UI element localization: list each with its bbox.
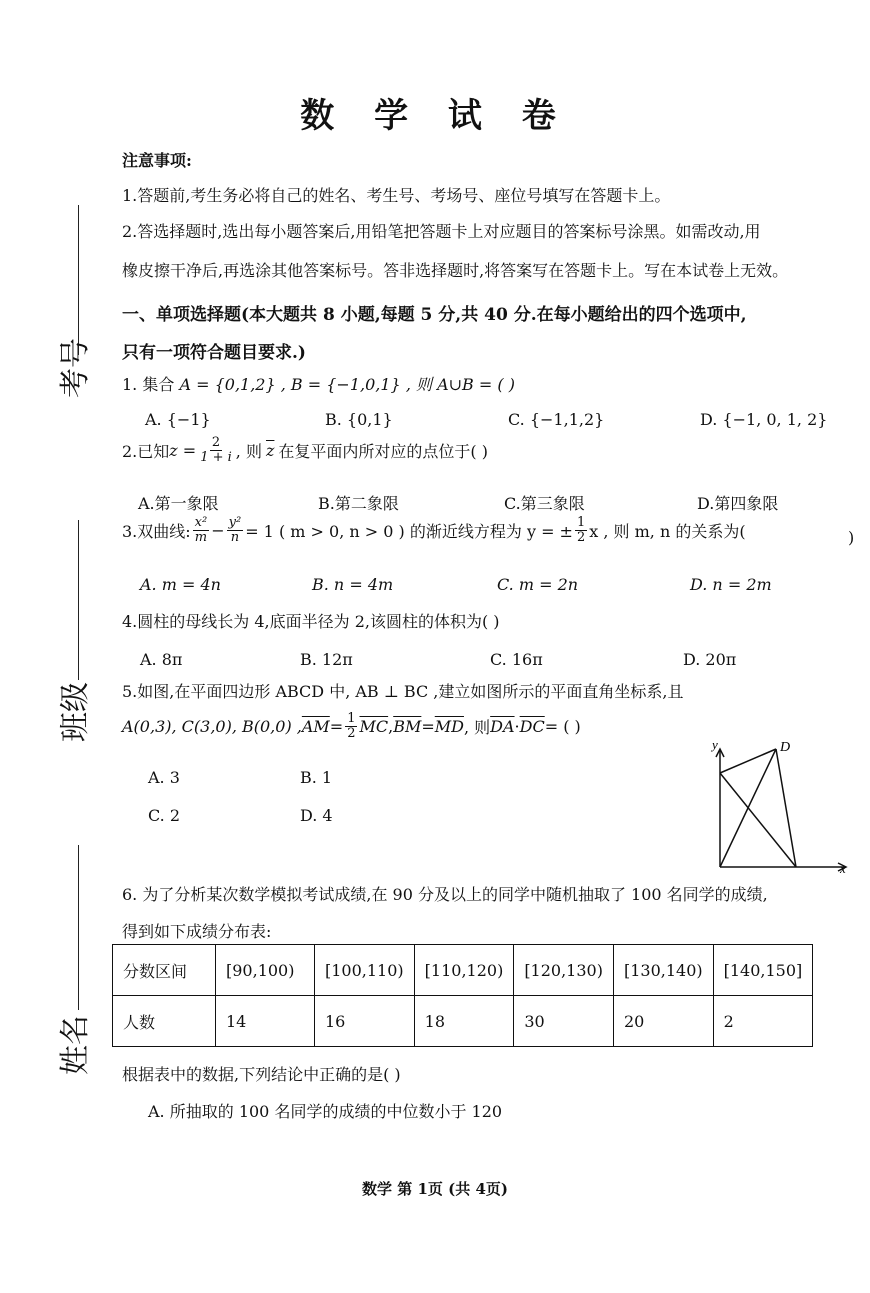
exam-no-line xyxy=(78,205,79,355)
question-5-vec-mc: $\overline{MC}$ xyxy=(359,717,389,736)
question-3-option-b: B. n = 4m xyxy=(312,575,394,594)
question-5-vec-bm: $\overline{BM}$ xyxy=(393,717,422,736)
question-1-stem xyxy=(122,372,515,395)
question-5-option-d: D. 4 xyxy=(300,806,333,825)
question-6-option-a: A. 所抽取的 100 名同学的成绩的中位数小于 120 xyxy=(148,1102,503,1121)
question-2-mid: , 则 xyxy=(235,442,262,461)
table-row xyxy=(113,996,813,1047)
question-2-numerator: 2 xyxy=(211,435,221,450)
table-cell: 16 xyxy=(315,996,415,1047)
question-5-coords: A(0,3), C(3,0), B(0,0) , xyxy=(122,717,302,736)
question-3-n: n xyxy=(230,530,240,545)
question-1-option-d: D. {−1, 0, 1, 2} xyxy=(700,410,828,429)
question-4-option-c: C. 16π xyxy=(490,650,543,669)
figure-segment-bd xyxy=(720,749,776,867)
notice-heading: 注意事项: xyxy=(122,151,192,170)
class-label: 班级 xyxy=(58,682,93,742)
name-label: 姓名 xyxy=(58,1015,93,1075)
score-distribution-table xyxy=(112,944,813,1047)
question-2-denominator: 1 + i xyxy=(200,450,232,465)
question-3-y2: y² xyxy=(228,515,242,530)
table-cell: 30 xyxy=(514,996,614,1047)
question-3-post: x , 则 m, n 的关系为( xyxy=(589,522,746,541)
figure-segment-dc xyxy=(776,749,796,867)
question-5-frac-num: 1 xyxy=(347,711,356,726)
question-2-post: 在复平面内所对应的点位于( ) xyxy=(278,442,488,461)
figure-label-x: x xyxy=(840,861,846,876)
notice-item-1: 1.答题前,考生务必将自己的姓名、考生号、考场号、座位号填写在答题卡上。 xyxy=(122,186,671,205)
question-2-number: 2.已知 xyxy=(122,442,170,461)
class-line xyxy=(78,520,79,680)
figure-label-y: y xyxy=(712,737,718,752)
question-3-fraction-half xyxy=(575,516,587,545)
question-2-z: z = xyxy=(169,441,197,460)
question-5-option-b: B. 1 xyxy=(300,768,333,787)
question-5-frac-den: 2 xyxy=(347,726,356,741)
question-3-fraction-x xyxy=(193,516,210,545)
table-header-cell: [120,130) xyxy=(514,945,614,996)
question-5-tail: = ( ) xyxy=(544,717,581,736)
question-4-option-b: B. 12π xyxy=(300,650,353,669)
question-2-option-a: A.第一象限 xyxy=(138,494,219,513)
question-3-eq1: = 1 ( m > 0, n > 0 ) 的渐近线方程为 y = ± xyxy=(245,522,573,541)
question-3-half-num: 1 xyxy=(576,515,586,530)
notice-item-3: 橡皮擦干净后,再选涂其他答案标号。答非选择题时,将答案写在答题卡上。写在本试卷上无效。 xyxy=(122,261,789,280)
question-5-eq2: = xyxy=(421,717,435,736)
question-6-question: 根据表中的数据,下列结论中正确的是( ) xyxy=(122,1065,401,1084)
table-header-cell: 分数区间 xyxy=(113,945,216,996)
question-3-fraction-y xyxy=(227,516,244,545)
question-4-stem: 4.圆柱的母线长为 4,底面半径为 2,该圆柱的体积为( ) xyxy=(122,612,500,631)
question-2-zbar: $\overline{z}$ xyxy=(265,441,275,460)
question-2-option-b: B.第二象限 xyxy=(318,494,399,513)
question-3-stem xyxy=(122,516,746,545)
table-cell: 20 xyxy=(613,996,713,1047)
question-5-vec-am: $\overline{AM}$ xyxy=(301,717,330,736)
question-3-option-d: D. n = 2m xyxy=(690,575,772,594)
question-5-comma: , xyxy=(388,717,394,736)
question-3-number: 3.双曲线: xyxy=(122,522,191,541)
question-1-option-a: A. {−1} xyxy=(145,410,211,429)
table-header-row xyxy=(113,945,813,996)
section-heading-line2: 只有一项符合题目要求.) xyxy=(122,343,306,363)
table-header-cell: [110,120) xyxy=(414,945,514,996)
question-5-line2 xyxy=(122,712,581,741)
question-4-option-d: D. 20π xyxy=(683,650,737,669)
table-header-cell: [140,150] xyxy=(713,945,813,996)
name-line xyxy=(78,845,79,1010)
question-1-option-b: B. {0,1} xyxy=(325,410,393,429)
question-1-option-c: C. {−1,1,2} xyxy=(508,410,605,429)
question-5-vec-da: $\overline{DA}$ xyxy=(490,717,515,736)
question-3-option-c: C. m = 2n xyxy=(497,575,579,594)
question-5-dot: · xyxy=(514,717,520,736)
question-3-m: m xyxy=(194,530,208,545)
question-2-option-d: D.第四象限 xyxy=(697,494,779,513)
question-5-option-a: A. 3 xyxy=(148,768,180,787)
question-5-option-c: C. 2 xyxy=(148,806,181,825)
question-2-fraction xyxy=(198,436,234,465)
question-5-vec-md: $\overline{MD}$ xyxy=(434,717,464,736)
question-5-vec-dc: $\overline{DC}$ xyxy=(519,717,545,736)
question-6-line2: 得到如下成绩分布表: xyxy=(122,922,272,941)
figure-segment-ad xyxy=(720,749,776,773)
table-header-cell: [90,100) xyxy=(216,945,315,996)
question-5-eq: = xyxy=(329,717,344,736)
question-3-x2: x² xyxy=(194,515,208,530)
question-3-close-paren: ) xyxy=(848,528,855,547)
notice-item-2: 2.答选择题时,选出每小题答案后,用铅笔把答题卡上对应题目的答案标号涂黑。如需改动,用 xyxy=(122,222,761,241)
question-1-number: 1. 集合 xyxy=(122,375,180,394)
question-3-option-a: A. m = 4n xyxy=(140,575,221,594)
table-cell: 14 xyxy=(216,996,315,1047)
question-2-stem xyxy=(122,436,488,465)
question-3-minus: − xyxy=(211,521,225,540)
question-3-half-den: 2 xyxy=(576,530,586,545)
question-5-then: , 则 xyxy=(463,718,491,737)
table-cell: 18 xyxy=(414,996,514,1047)
question-5-line1: 5.如图,在平面四边形 ABCD 中, AB ⊥ BC ,建立如图所示的平面直角坐标系,且 xyxy=(122,682,684,701)
figure-label-d: D xyxy=(780,740,791,755)
question-1-expr: A = {0,1,2} , B = {−1,0,1} , 则 A∪B = ( ) xyxy=(179,375,515,394)
table-cell: 2 xyxy=(713,996,813,1047)
page-footer: 数学 第 1页 (共 4页) xyxy=(362,1180,508,1198)
page-title: 数 学 试 卷 xyxy=(300,96,570,136)
table-header-cell: [130,140) xyxy=(613,945,713,996)
section-heading-line1: 一、单项选择题(本大题共 8 小题,每题 5 分,共 40 分.在每小题给出的四个选项中, xyxy=(122,305,747,325)
exam-no-label: 考号 xyxy=(58,338,93,398)
question-2-option-c: C.第三象限 xyxy=(504,494,585,513)
table-header-cell: [100,110) xyxy=(315,945,415,996)
question-5-fraction xyxy=(345,712,357,741)
question-5-figure xyxy=(700,735,860,880)
question-6-line1: 6. 为了分析某次数学模拟考试成绩,在 90 分及以上的同学中随机抽取了 100 名同学的成绩, xyxy=(122,885,768,904)
question-4-option-a: A. 8π xyxy=(140,650,183,669)
table-row-label: 人数 xyxy=(113,996,216,1047)
